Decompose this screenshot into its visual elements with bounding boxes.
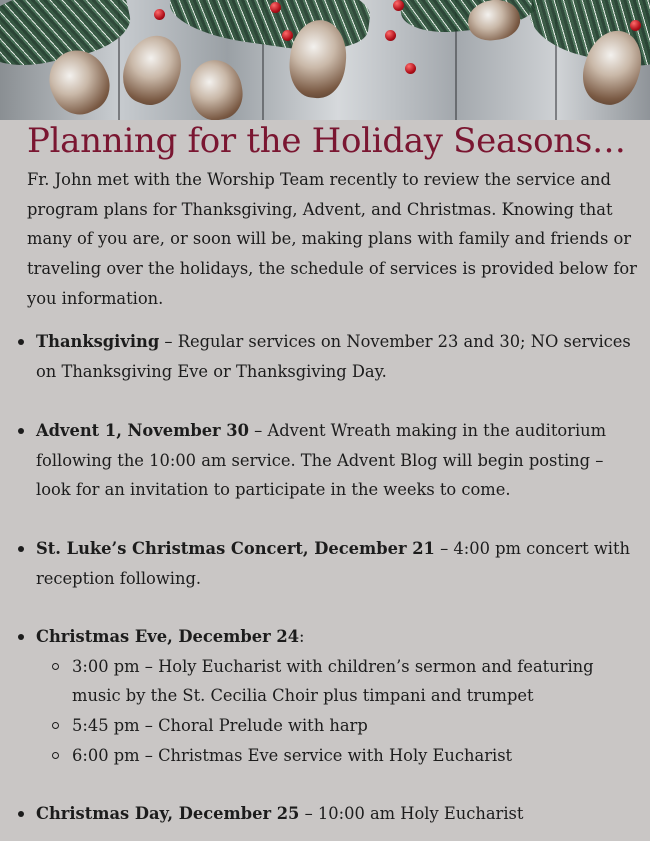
holly-berry-icon xyxy=(282,30,293,41)
event-text: – 4:00 pm concert with reception following. xyxy=(36,539,630,588)
event-text: – Advent Wreath making in the auditorium following the 10:00 am service. The Advent Blog will begin posting – look for an invitation to participate in the weeks to come. xyxy=(36,421,607,500)
christmas-eve-sublist xyxy=(36,652,636,771)
sub-list-item: 6:00 pm – Christmas Eve service with Holy Eucharist xyxy=(36,741,636,771)
event-lede: Thanksgiving xyxy=(36,332,160,351)
event-text: : xyxy=(299,627,305,646)
list-item xyxy=(36,622,636,771)
holly-berry-icon xyxy=(405,63,416,74)
event-text: – 10:00 am Holy Eucharist xyxy=(299,804,524,823)
pinecone-icon xyxy=(185,56,247,120)
event-lede: Advent 1, November 30 xyxy=(36,421,249,440)
event-lede: Christmas Day, December 25 xyxy=(36,804,300,823)
list-item xyxy=(36,534,636,593)
list-item xyxy=(36,416,636,505)
holly-berry-icon xyxy=(385,30,396,41)
holly-berry-icon xyxy=(154,9,165,20)
holly-berry-icon xyxy=(630,20,641,31)
holiday-banner-image xyxy=(0,0,650,120)
page-title: Planning for the Holiday Seasons… xyxy=(27,121,626,161)
event-text: – Regular services on November 23 and 30; NO services on Thanksgiving Eve or Thanksgiving Day. xyxy=(36,332,631,381)
sub-list-item: 5:45 pm – Choral Prelude with harp xyxy=(36,711,636,741)
pinecone-icon xyxy=(465,0,522,43)
sub-list-item: 3:00 pm – Holy Eucharist with children’s sermon and featuring music by the St. Cecilia Choir plus timpani and trumpet xyxy=(36,652,636,711)
pinecone-icon xyxy=(115,28,191,113)
intro-paragraph: Fr. John met with the Worship Team recently to review the service and program plans for Thanksgiving, Advent, and Christmas. Knowing that many of you are, or soon will be, making plans with family and friends or traveling over the holidays, the schedule of services is provided below for you information. xyxy=(27,170,637,308)
holly-berry-icon xyxy=(393,0,404,11)
event-lede: Christmas Eve, December 24 xyxy=(36,627,300,646)
holly-berry-icon xyxy=(270,2,281,13)
list-item xyxy=(36,799,636,829)
list-item xyxy=(36,327,636,386)
event-lede: St. Luke’s Christmas Concert, December 21 xyxy=(36,539,435,558)
